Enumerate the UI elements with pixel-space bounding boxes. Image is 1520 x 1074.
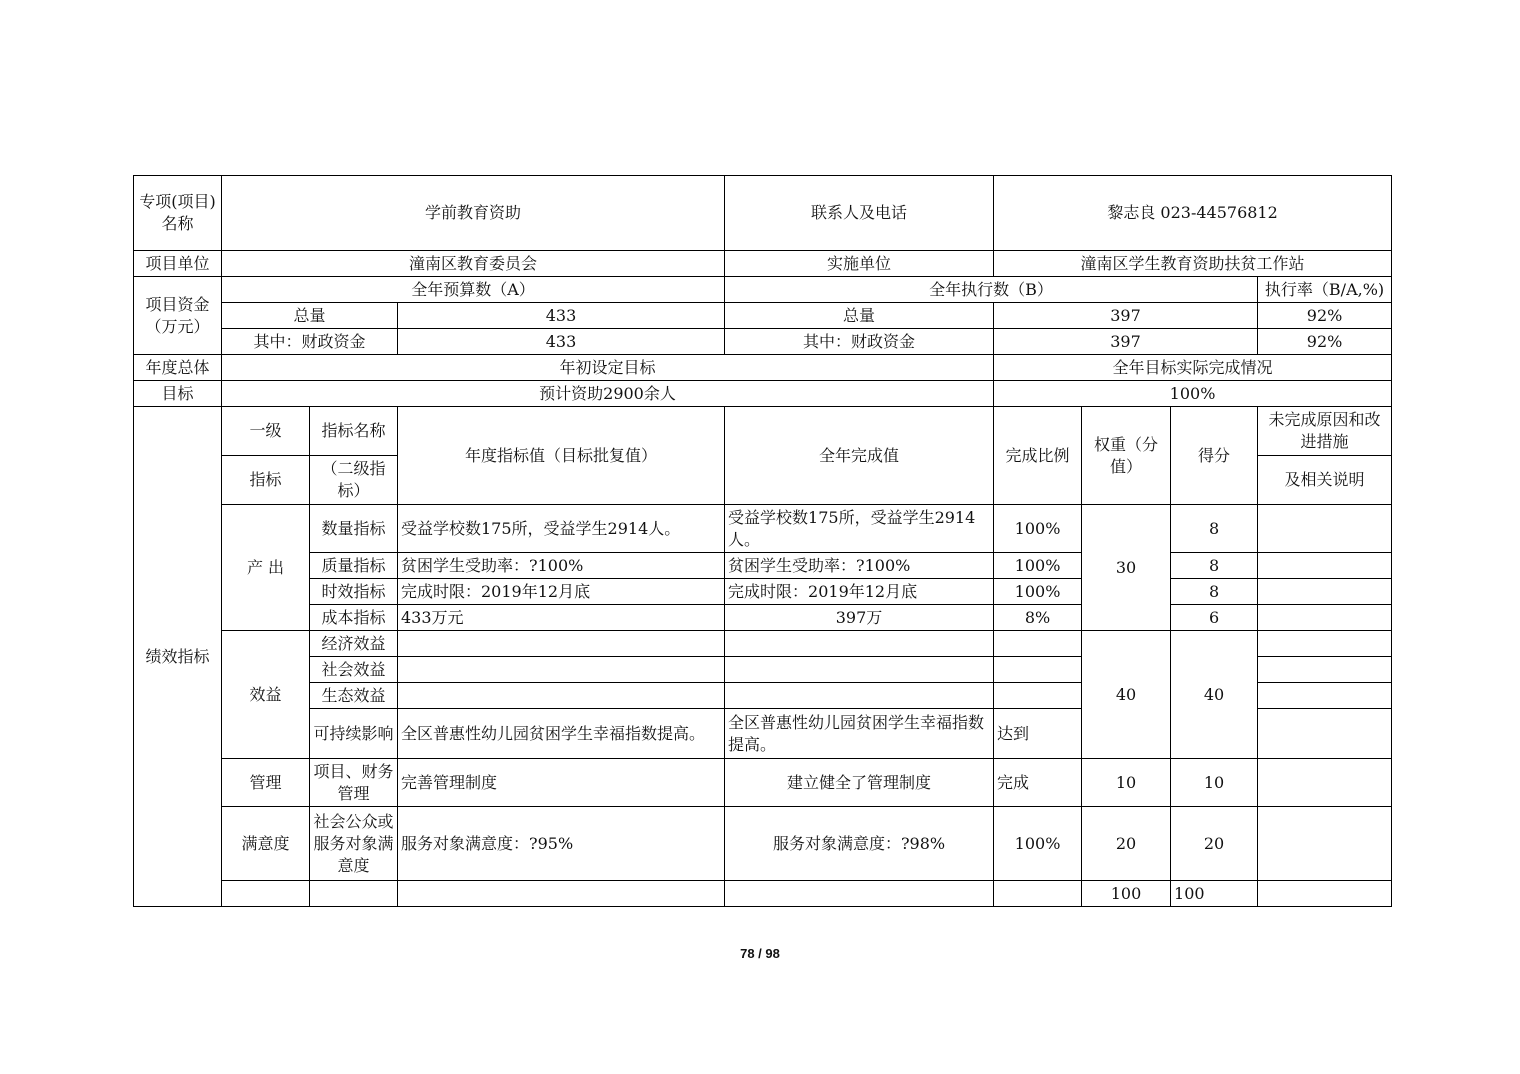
output-weight: 30: [1082, 505, 1171, 631]
management-score: 10: [1171, 759, 1258, 807]
performance-table: [133, 175, 1392, 907]
indicator-target: 完善管理制度: [398, 759, 725, 807]
name-header-top: 指标名称: [310, 407, 398, 456]
indicator-name: 可持续影响: [310, 709, 398, 759]
total-blank: [310, 881, 398, 907]
indicator-name: 数量指标: [310, 505, 398, 553]
indicator-reason: [1258, 605, 1392, 631]
indicator-reason: [1258, 631, 1392, 657]
satisfaction-label: 满意度: [222, 807, 310, 881]
indicator-actual: [725, 657, 994, 683]
annual-goal-label-bottom: 目标: [134, 381, 222, 407]
page-number: 78 / 98: [740, 946, 780, 961]
total-blank: [1258, 881, 1392, 907]
satisfaction-score: 20: [1171, 807, 1258, 881]
funds-fiscal-rate: 92%: [1258, 329, 1392, 355]
indicator-reason: [1258, 807, 1392, 881]
indicator-name: 项目、财务管理: [310, 759, 398, 807]
indicator-actual: [725, 631, 994, 657]
level1-header-bottom: 指标: [222, 456, 310, 505]
benefit-score: 40: [1171, 631, 1258, 759]
goal-value: 预计资助2900余人: [222, 381, 994, 407]
total-blank: [398, 881, 725, 907]
impl-unit-label: 实施单位: [725, 251, 994, 277]
indicator-actual: 贫困学生受助率：?100%: [725, 553, 994, 579]
indicator-name: 时效指标: [310, 579, 398, 605]
project-unit-label: 项目单位: [134, 251, 222, 277]
indicator-name: 经济效益: [310, 631, 398, 657]
output-label: 产 出: [222, 505, 310, 631]
total-blank: [222, 881, 310, 907]
actual-value-header: 全年完成值: [725, 407, 994, 505]
project-name-label: 专项(项目)名称: [134, 176, 222, 251]
indicator-reason: [1258, 657, 1392, 683]
actual-value: 100%: [994, 381, 1392, 407]
funds-fiscal-exec-label: 其中：财政资金: [725, 329, 994, 355]
indicator-score: 8: [1171, 553, 1258, 579]
indicator-ratio: 达到: [994, 709, 1082, 759]
indicator-actual: 受益学校数175所，受益学生2914人。: [725, 505, 994, 553]
indicator-actual: 服务对象满意度：?98%: [725, 807, 994, 881]
indicator-reason: [1258, 553, 1392, 579]
funds-fiscal-exec: 397: [994, 329, 1258, 355]
funds-label: 项目资金（万元）: [134, 277, 222, 355]
indicator-ratio: 8%: [994, 605, 1082, 631]
total-blank: [994, 881, 1082, 907]
contact-value: 黎志良 023-44576812: [994, 176, 1392, 251]
indicator-name: 社会公众或服务对象满意度: [310, 807, 398, 881]
indicator-target: 贫困学生受助率：?100%: [398, 553, 725, 579]
funds-fiscal-budget: 433: [398, 329, 725, 355]
total-blank: [725, 881, 994, 907]
goal-header: 年初设定目标: [222, 355, 994, 381]
rate-header: 执行率（B/A,%): [1258, 277, 1392, 303]
satisfaction-weight: 20: [1082, 807, 1171, 881]
indicator-ratio: 100%: [994, 807, 1082, 881]
indicator-actual: [725, 683, 994, 709]
indicator-actual: 397万: [725, 605, 994, 631]
impl-unit-value: 潼南区学生教育资助扶贫工作站: [994, 251, 1392, 277]
indicator-target: [398, 683, 725, 709]
reason-header-bottom: 及相关说明: [1258, 456, 1392, 505]
contact-label: 联系人及电话: [725, 176, 994, 251]
indicator-target: 完成时限：2019年12月底: [398, 579, 725, 605]
management-weight: 10: [1082, 759, 1171, 807]
funds-total-label: 总量: [222, 303, 398, 329]
indicator-target: [398, 657, 725, 683]
indicator-score: 8: [1171, 505, 1258, 553]
indicator-ratio: [994, 631, 1082, 657]
indicator-score: 6: [1171, 605, 1258, 631]
project-unit-value: 潼南区教育委员会: [222, 251, 725, 277]
level1-header-top: 一级: [222, 407, 310, 456]
funds-total-exec: 397: [994, 303, 1258, 329]
indicator-ratio: 完成: [994, 759, 1082, 807]
ratio-header: 完成比例: [994, 407, 1082, 505]
funds-total-budget: 433: [398, 303, 725, 329]
indicator-ratio: 100%: [994, 553, 1082, 579]
indicator-ratio: [994, 657, 1082, 683]
project-name-value: 学前教育资助: [222, 176, 725, 251]
indicator-target: 受益学校数175所，受益学生2914人。: [398, 505, 725, 553]
indicator-target: 433万元: [398, 605, 725, 631]
score-header: 得分: [1171, 407, 1258, 505]
weight-header: 权重（分值）: [1082, 407, 1171, 505]
benefit-label: 效益: [222, 631, 310, 759]
actual-header: 全年目标实际完成情况: [994, 355, 1392, 381]
indicator-actual: 全区普惠性幼儿园贫困学生幸福指数提高。: [725, 709, 994, 759]
benefit-weight: 40: [1082, 631, 1171, 759]
funds-total-exec-label: 总量: [725, 303, 994, 329]
indicator-target: [398, 631, 725, 657]
total-score: 100: [1171, 881, 1258, 907]
indicator-name: 成本指标: [310, 605, 398, 631]
indicator-actual: 完成时限：2019年12月底: [725, 579, 994, 605]
indicator-reason: [1258, 505, 1392, 553]
indicator-name: 质量指标: [310, 553, 398, 579]
exec-header: 全年执行数（B）: [725, 277, 1258, 303]
indicator-reason: [1258, 709, 1392, 759]
indicator-ratio: [994, 683, 1082, 709]
funds-total-rate: 92%: [1258, 303, 1392, 329]
indicator-reason: [1258, 579, 1392, 605]
reason-header-top: 未完成原因和改进措施: [1258, 407, 1392, 456]
indicator-ratio: 100%: [994, 505, 1082, 553]
indicator-ratio: 100%: [994, 579, 1082, 605]
indicator-reason: [1258, 683, 1392, 709]
indicator-name: 生态效益: [310, 683, 398, 709]
perf-label: 绩效指标: [134, 407, 222, 907]
indicator-name: 社会效益: [310, 657, 398, 683]
indicator-target: 服务对象满意度：?95%: [398, 807, 725, 881]
indicator-score: 8: [1171, 579, 1258, 605]
indicator-reason: [1258, 759, 1392, 807]
annual-goal-label-top: 年度总体: [134, 355, 222, 381]
management-label: 管理: [222, 759, 310, 807]
name-header-bottom: （二级指标）: [310, 456, 398, 505]
total-weight: 100: [1082, 881, 1171, 907]
funds-fiscal-label: 其中：财政资金: [222, 329, 398, 355]
indicator-actual: 建立健全了管理制度: [725, 759, 994, 807]
budget-header: 全年预算数（A）: [222, 277, 725, 303]
target-header: 年度指标值（目标批复值）: [398, 407, 725, 505]
indicator-target: 全区普惠性幼儿园贫困学生幸福指数提高。: [398, 709, 725, 759]
